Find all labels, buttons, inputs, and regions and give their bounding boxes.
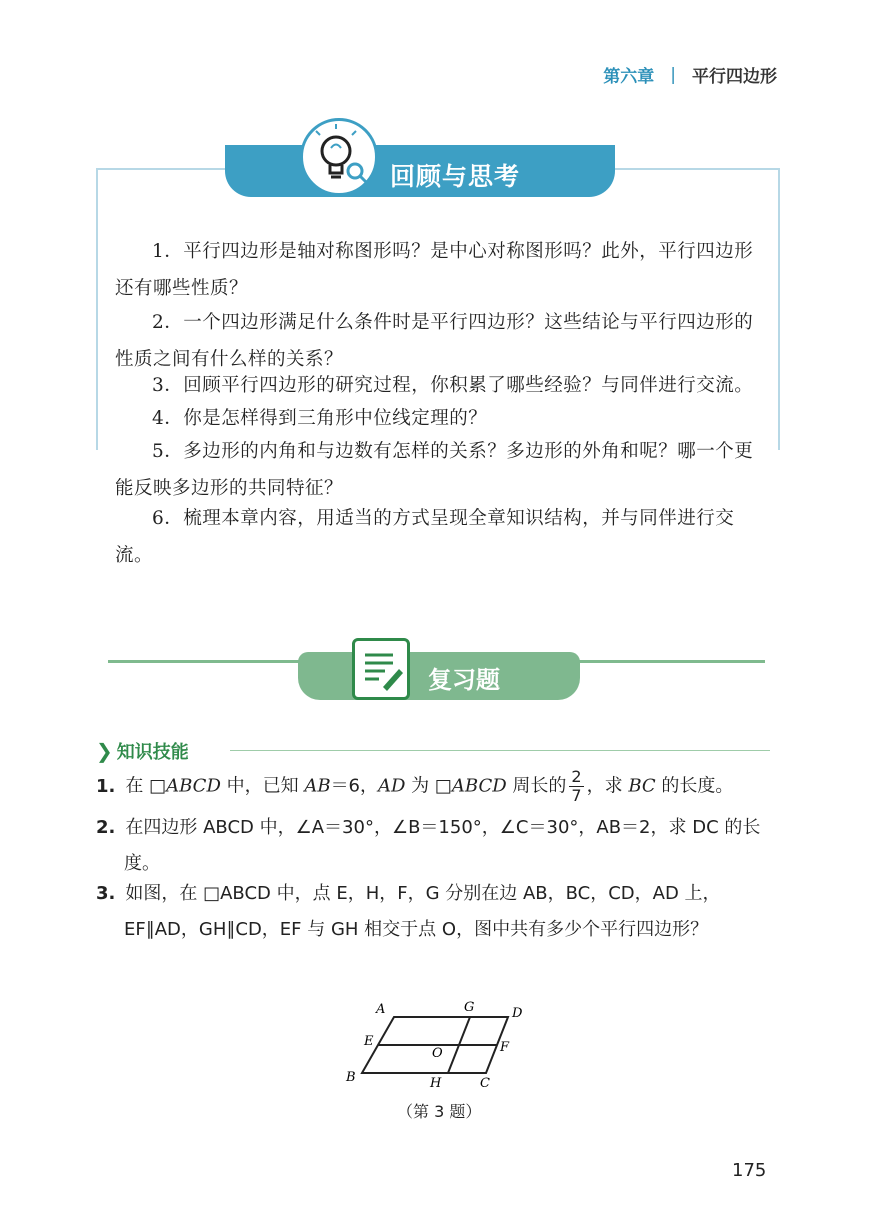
q1-text: ＝6，	[330, 775, 379, 797]
review-paragraph-3: 3．回顾平行四边形的研究过程，你积累了哪些经验？与同伴进行交流。	[152, 375, 754, 396]
label-c: C	[480, 1076, 490, 1091]
lightbulb-icon	[300, 118, 378, 196]
header-separator: |	[670, 64, 676, 85]
running-header	[603, 62, 777, 87]
q1-text: 周长的	[506, 775, 567, 797]
section-label: 知识技能	[116, 742, 189, 763]
exercise-rule-left	[108, 660, 303, 663]
label-d: D	[512, 1006, 523, 1021]
q1-var: AB	[304, 775, 331, 797]
q1-var: ABCD	[166, 775, 221, 797]
note-pencil-icon	[352, 638, 410, 700]
question-number: 2.	[96, 817, 116, 838]
fraction	[569, 768, 583, 805]
review-paragraph-1: 1．平行四边形是轴对称图形吗？是中心对称图形吗？此外，平行四边形还有哪些性质？	[115, 241, 754, 299]
chevron-right-icon: ❯	[96, 739, 113, 763]
chapter-label: 第六章	[603, 67, 655, 87]
label-e: E	[364, 1034, 374, 1049]
chapter-title: 平行四边形	[692, 67, 777, 87]
q1-text: 的长度。	[655, 775, 734, 797]
fraction-numerator: 2	[571, 767, 582, 786]
q1-text: ，求	[586, 775, 629, 797]
question-number: 1.	[96, 775, 116, 797]
review-paragraph-4: 4．你是怎样得到三角形中位线定理的？	[152, 408, 488, 429]
review-paragraph-5: 5．多边形的内角和与边数有怎样的关系？多边形的外角和呢？哪一个更能反映多边形的共同特征？	[115, 441, 754, 499]
figure-caption: （第 3 题）	[397, 1102, 482, 1121]
section-knowledge-skills	[96, 738, 189, 764]
q1-text: 中，已知	[220, 775, 305, 797]
page-number: 175	[732, 1160, 767, 1181]
question-1	[96, 768, 786, 805]
q1-var: AD	[378, 775, 406, 797]
q1-var: ABCD	[451, 775, 507, 797]
question-text: 如图，在 □ABCD 中，点 E，H，F，G 分别在边 AB，BC，CD，AD 上，EF∥AD，GH∥CD，EF 与 GH 相交于点 O，图中共有多少个平行四边形？	[124, 883, 721, 940]
question-text: 在四边形 ABCD 中，∠A＝30°，∠B＝150°，∠C＝30°，AB＝2，求 DC 的长度。	[124, 817, 761, 874]
fraction-denominator: 7	[571, 786, 582, 805]
review-paragraph-6: 6．梳理本章内容，用适当的方式呈现全章知识结构，并与同伴进行交流。	[115, 508, 735, 566]
exercise-rule-right	[575, 660, 765, 663]
review-paragraph-2: 2．一个四边形满足什么条件时是平行四边形？这些结论与平行四边形的性质之间有什么样的关系？	[115, 312, 754, 370]
section-rule	[230, 750, 770, 751]
review-title: 回顾与思考	[390, 162, 521, 191]
question-number: 3.	[96, 883, 116, 904]
parallelogram-figure	[340, 995, 523, 1095]
q1-text: 为 □	[405, 775, 452, 797]
exercise-title: 复习题	[428, 666, 500, 694]
label-a: A	[376, 1002, 386, 1017]
label-o: O	[432, 1046, 443, 1061]
q1-text: 在 □	[125, 775, 167, 797]
label-b: B	[346, 1070, 356, 1085]
label-g: G	[464, 1000, 475, 1015]
label-h: H	[430, 1076, 442, 1091]
question-2	[96, 810, 786, 882]
question-3	[96, 876, 786, 948]
label-f: F	[500, 1040, 510, 1055]
q1-var: BC	[628, 775, 656, 797]
